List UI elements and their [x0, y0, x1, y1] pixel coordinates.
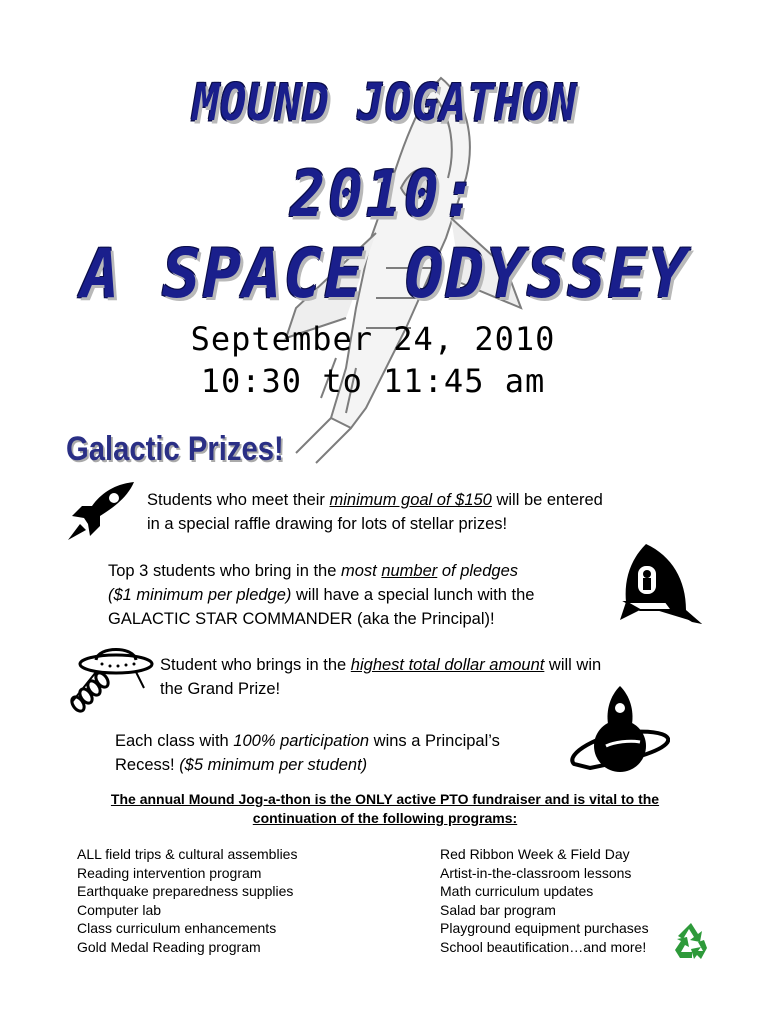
programs-list-right — [440, 845, 649, 957]
title-line-3: A SPACE ODYSSEY — [81, 236, 689, 314]
list-item: Artist-in-the-classroom lessons — [440, 864, 632, 881]
list-item: Earthquake preparedness supplies — [77, 883, 294, 900]
rocket-icon — [66, 480, 138, 542]
list-item: Math curriculum updates — [440, 883, 594, 900]
prize-item-4: Each class with 100% participation wins a Principal’s Recess! ($5 minimum per student) — [115, 732, 500, 774]
list-item: Salad bar program — [440, 901, 556, 918]
ufo-icon — [66, 640, 156, 716]
list-item: Computer lab — [77, 901, 162, 918]
event-date: September 24, 2010 — [190, 320, 556, 358]
prize-item-2: Top 3 students who bring in the most number of pledges ($1 minimum per pledge) will have a special lunch with the GALACTIC STAR COMMANDER (aka the Principal)! — [108, 562, 535, 628]
recycle-icon — [670, 920, 712, 962]
astronaut-rocket-icon — [616, 540, 706, 624]
list-item: Gold Medal Reading program — [77, 938, 261, 955]
programs-list-left — [77, 845, 297, 957]
title-line-1: MOUND JOGATHON — [192, 74, 578, 133]
list-item: Red Ribbon Week & Field Day — [440, 846, 630, 862]
prizes-heading: Galactic Prizes! — [66, 430, 284, 468]
list-item: Reading intervention program — [77, 864, 262, 881]
fundraiser-note: The annual Mound Jog-a-thon is the ONLY active PTO fundraiser and is vital to the continuation of the following programs: — [110, 791, 660, 826]
prize-item-1: Students who meet their minimum goal of $150 will be entered in a special raffle drawing for lots of stellar prizes! — [147, 491, 603, 533]
list-item: Playground equipment purchases — [440, 920, 649, 937]
event-time: 10:30 to 11:45 am — [200, 362, 546, 400]
prize-item-3: Student who brings in the highest total dollar amount will win the Grand Prize! — [160, 656, 602, 698]
list-item: School beautification…and more! — [440, 938, 647, 955]
list-item: Class curriculum enhancements — [77, 920, 277, 937]
planet-rocket-icon — [570, 684, 670, 776]
title-line-2: 2010: — [290, 156, 480, 232]
list-item: ALL field trips & cultural assemblies — [77, 846, 298, 862]
